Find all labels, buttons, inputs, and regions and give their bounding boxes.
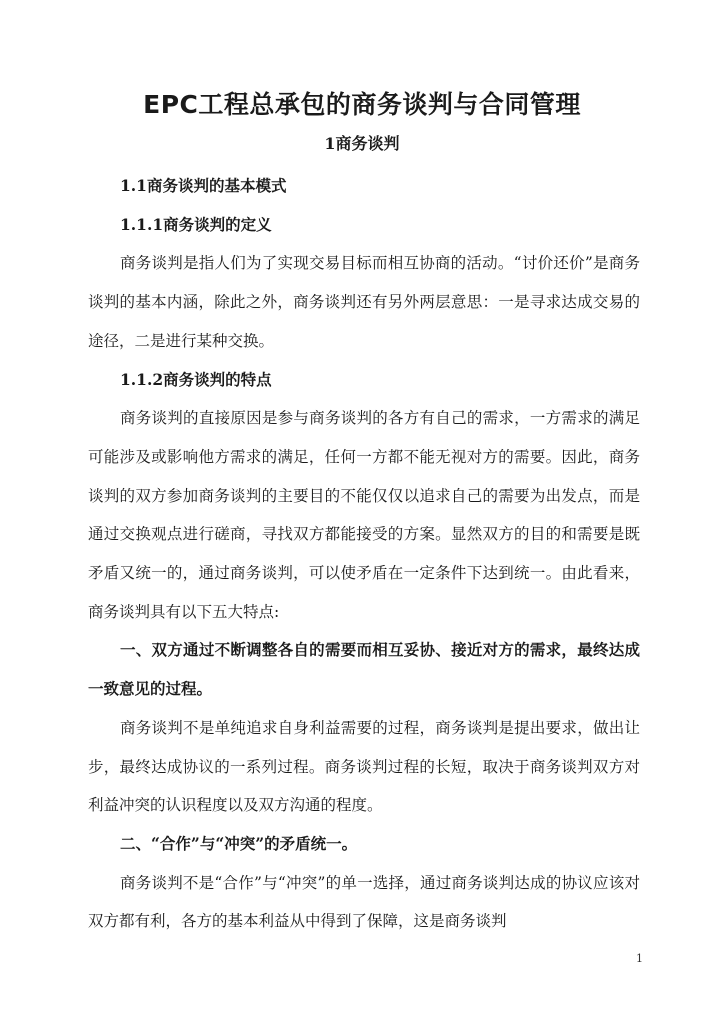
section-heading-1-1: 1.1商务谈判的基本模式 (120, 176, 287, 195)
paragraph-definition: 商务谈判是指人们为了实现交易目标而相互协商的活动。“讨价还价”是商务谈判的基本内涵，除此之外，商务谈判还有另外两层意思：一是寻求达成交易的途径，二是进行某种交换。 (88, 254, 640, 350)
paragraph-point-1: 商务谈判不是单纯追求自身利益需要的过程，商务谈判是提出要求，做出让步，最终达成协议的一系列过程。商务谈判过程的长短，取决于商务谈判双方对利益冲突的认识程度以及双方沟通的程度。 (88, 718, 640, 815)
paragraph-features: 商务谈判的直接原因是参与商务谈判的各方有自己的需求，一方需求的满足可能涉及或影响他方需求的满足，任何一方都不能无视对方的需要。因此，商务谈判的双方参加商务谈判的主要目的不能仅仅以追求自己的需要为出发点，而是通过交换观点进行磋商，寻找双方都能接受的方案。显然双方的目的和需要是既矛盾又统一的，通过商务谈判，可以使矛盾在一定条件下达到统一。由此看来，商务谈判具有以下五大特点: (88, 409, 640, 621)
section-heading-1-1-2: 1.1.2商务谈判的特点 (120, 369, 272, 389)
document-body (88, 167, 640, 941)
point-heading-1: 一、双方通过不断调整各自的需要而相互妥协、接近对方的需求，最终达成一致意见的过程。 (88, 640, 640, 699)
chapter-heading: 1商务谈判 (324, 134, 400, 153)
page-number: 1 (636, 952, 643, 965)
section-heading-1-1-1: 1.1.1商务谈判的定义 (120, 214, 272, 234)
document-title: EPC工程总承包的商务谈判与合同管理 (143, 90, 581, 119)
paragraph-point-2: 商务谈判不是“合作”与“冲突”的单一选择，通过商务谈判达成的协议应该对双方都有利，各方的基本利益从中得到了保障，这是商务谈判 (88, 873, 640, 931)
point-heading-2: 二、“合作”与“冲突”的矛盾统一。 (120, 833, 358, 853)
